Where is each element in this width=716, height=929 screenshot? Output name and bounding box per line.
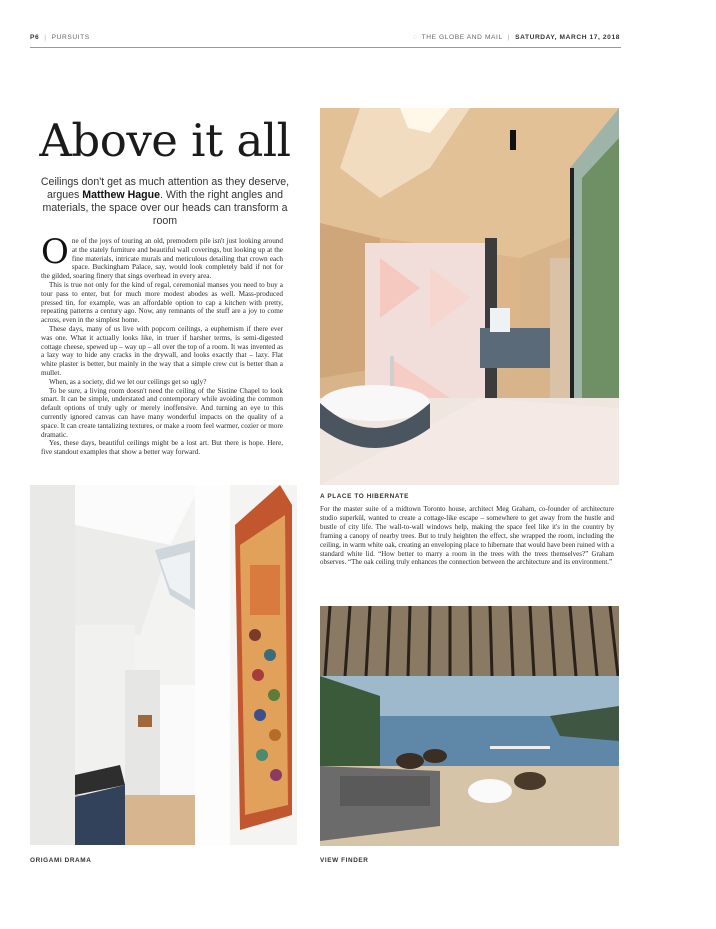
publication-name: THE GLOBE AND MAIL [421,34,503,41]
page-header-right [413,34,620,41]
caption-text: For the master suite of a midtown Toronto house, architect Meg Graham, co-founder of architecture studio superkül, wanted to create a cottage-like escape – somewhere to get away from the hustle and bustle of city life. The wall-to-wall windows help, making the space feel like it's in the country by framing a canopy of nearby trees. But to truly heighten the effect, she wrapped the room, including the ceiling, in warm white oak, creating an enveloping place to hibernate that would have been ruined with a standard white lid. “How better to marry a room in the trees with the trees themselves?” Graham observes. “The oak ceiling truly enhances the connection between the architecture and its environment.” [320,505,614,567]
byline-author: Matthew Hague [82,189,160,201]
drop-cap: O [41,232,69,272]
paragraph-text: ne of the joys of touring an old, premodern pile isn't just looking around at the stately furniture and beautiful wall coverings, but looking up at the fine materials, intricate murals and meticulous detailing that crown each space. Buckingham Palace, say, would look completely bald if not for the gilded, soaring finery that sings overhead in every area. [41,237,283,281]
page-number: P6 [30,34,40,41]
dek [30,176,300,228]
headline: Above it all [39,114,291,167]
paragraph: This is true not only for the kind of regal, ceremonial manses you need to buy a tour pass to enter, but for much more modest abodes as well. Mass-produced pressed tin, for example, was an affordable option to cap a kitchen with pretty, repeating patterns a century ago. Now, any remnants of the stuff are a joy to come across, even in the simplest home. [41,280,283,325]
dek-text: . With the right angles and materials, the space over our heads can transform a room [42,189,288,227]
origami-photo [30,485,297,845]
paragraph: When, as a society, did we let our ceilings get so ugly? [49,377,207,386]
section-name: PURSUITS [51,34,90,41]
globe-icon: ◌ [413,34,418,41]
header-divider: | [44,34,47,41]
caption-title: VIEW FINDER [320,857,369,863]
paragraph: To be sure, a living room doesn't need the ceiling of the Sistine Chapel to look smart. It can be simple, understated and contemporary while avoiding the common default options of truly ugly or merely inoffensive. And turning an eye to this currently ignored canvas can have many wonderful impacts on the quality of a space. It can create tantalizing textures, or make a room feel warmer, cozier or more dramatic. [41,386,283,439]
caption-title: A PLACE TO HIBERNATE [320,493,409,500]
header-divider: | [507,34,511,41]
dek-text: Ceilings don't get as much attention as they deserve, argues [40,176,290,201]
paragraph [41,232,283,281]
header-rule [30,47,621,48]
page-header-left [30,34,90,41]
viewfinder-photo [320,606,619,846]
issue-date: SATURDAY, MARCH 17, 2018 [515,34,620,41]
paragraph: Yes, these days, beautiful ceilings might be a lost art. But there is hope. Here, five standout examples that show a better way forward. [41,439,283,457]
paragraph: These days, many of us live with popcorn ceilings, a euphemism if there ever was one. What it actually looks like, in truer if harsher terms, is semi-digested cottage cheese, spewed up – way up – all over the top of a room. It was invented as a lazy way to hide any cracks in the drywall, and looks exactly that – lazy. Flat white plaster is better, but mainly in the way that a simple crew cut is better than a mullet. [41,324,283,377]
caption-title: ORIGAMI DRAMA [30,857,92,863]
article-body [41,232,283,457]
bedroom-photo [320,108,619,485]
